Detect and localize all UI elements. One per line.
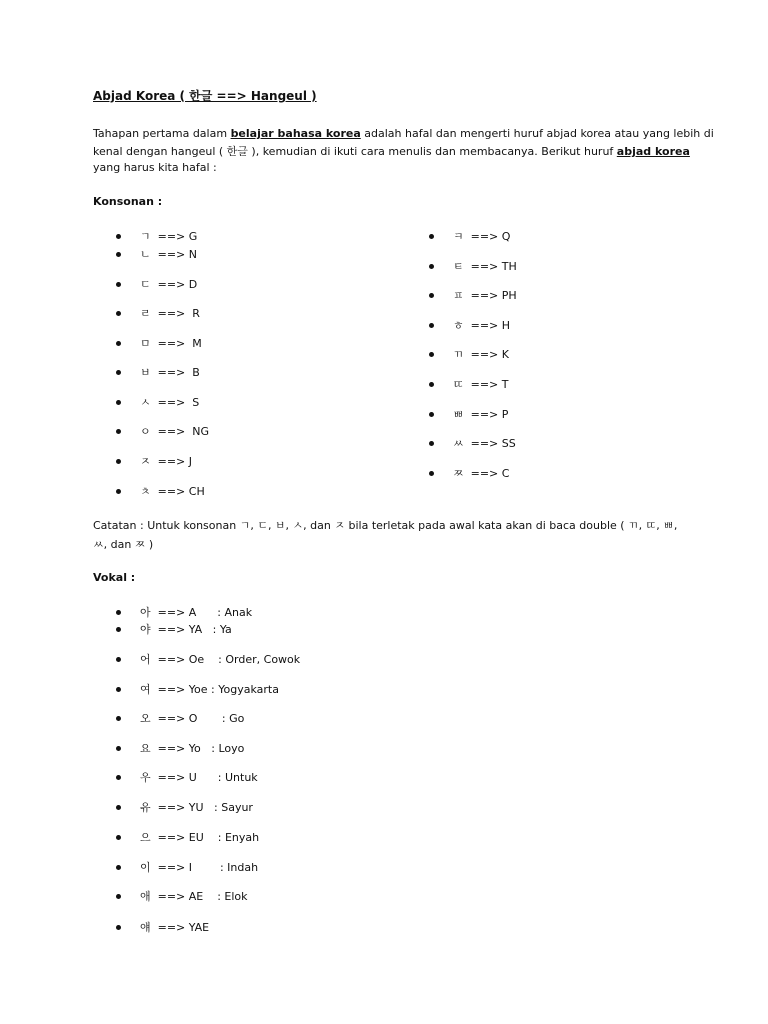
bullet-icon bbox=[116, 627, 121, 632]
konsonan-heading: Konsonan : bbox=[93, 195, 163, 208]
konsonan-item: ㅉ ==> C bbox=[453, 467, 510, 480]
bullet-icon bbox=[116, 716, 121, 721]
bullet-icon bbox=[116, 370, 121, 375]
bullet-icon bbox=[116, 311, 121, 316]
konsonan-item: ㅅ ==> S bbox=[140, 396, 200, 409]
vokal-item: 어 ==> Oe : Order, Cowok bbox=[140, 653, 301, 666]
belajar-bahasa-korea-link[interactable]: belajar bahasa korea bbox=[230, 127, 361, 140]
bullet-icon bbox=[429, 352, 434, 357]
bullet-icon bbox=[116, 865, 121, 870]
bullet-icon bbox=[116, 746, 121, 751]
intro-line-2 bbox=[93, 145, 690, 158]
bullet-icon bbox=[429, 441, 434, 446]
document-title: Abjad Korea ( 한글 ==> Hangeul ) bbox=[93, 89, 317, 103]
konsonan-item: ㅁ ==> M bbox=[140, 337, 202, 350]
bullet-icon bbox=[116, 234, 121, 239]
konsonan-item: ㄷ ==> D bbox=[140, 278, 198, 291]
abjad-korea-link[interactable]: abjad korea bbox=[616, 145, 690, 158]
bullet-icon bbox=[429, 471, 434, 476]
konsonan-item: ㄸ ==> T bbox=[453, 378, 509, 391]
vokal-item: 아 ==> A : Anak bbox=[140, 606, 253, 619]
konsonan-item: ㅍ ==> PH bbox=[453, 289, 517, 302]
bullet-icon bbox=[116, 489, 121, 494]
vokal-item: 여 ==> Yoe : Yogyakarta bbox=[140, 683, 279, 696]
vokal-heading: Vokal : bbox=[93, 571, 136, 584]
vokal-item: 얘 ==> YAE bbox=[140, 921, 210, 934]
vokal-item: 오 ==> O : Go bbox=[140, 712, 245, 725]
vokal-item: 으 ==> EU : Enyah bbox=[140, 831, 260, 844]
konsonan-item: ㅋ ==> Q bbox=[453, 230, 511, 243]
bullet-icon bbox=[116, 805, 121, 810]
bullet-icon bbox=[116, 252, 121, 257]
konsonan-item: ㅎ ==> H bbox=[453, 319, 511, 332]
vokal-item: 야 ==> YA : Ya bbox=[140, 623, 232, 636]
konsonan-item: ㄴ ==> N bbox=[140, 248, 197, 261]
bullet-icon bbox=[116, 775, 121, 780]
konsonan-item: ㅇ ==> NG bbox=[140, 425, 210, 438]
konsonan-item: ㅃ ==> P bbox=[453, 408, 509, 421]
bullet-icon bbox=[116, 341, 121, 346]
bullet-icon bbox=[429, 412, 434, 417]
bullet-icon bbox=[116, 282, 121, 287]
catatan-line-2: ㅆ, dan ㅉ ) bbox=[93, 538, 154, 551]
bullet-icon bbox=[116, 400, 121, 405]
bullet-icon bbox=[116, 610, 121, 615]
intro-line-3: yang harus kita hafal : bbox=[93, 161, 217, 174]
konsonan-item: ㅊ ==> CH bbox=[140, 485, 205, 498]
vokal-item: 유 ==> YU : Sayur bbox=[140, 801, 253, 814]
bullet-icon bbox=[116, 657, 121, 662]
vokal-item: 우 ==> U : Untuk bbox=[140, 771, 258, 784]
bullet-icon bbox=[116, 925, 121, 930]
bullet-icon bbox=[429, 323, 434, 328]
catatan-line-1: Catatan : Untuk konsonan ㄱ, ㄷ, ㅂ, ㅅ, dan ㅈ bila terletak pada awal kata akan di baca double ( ㄲ, ㄸ, ㅃ, bbox=[93, 519, 678, 532]
konsonan-item: ㄲ ==> K bbox=[453, 348, 509, 361]
bullet-icon bbox=[429, 264, 434, 269]
vokal-item: 애 ==> AE : Elok bbox=[140, 890, 248, 903]
vokal-item: 이 ==> I : Indah bbox=[140, 861, 259, 874]
konsonan-item: ㅂ ==> B bbox=[140, 366, 200, 379]
intro-line-1 bbox=[93, 127, 714, 140]
bullet-icon bbox=[429, 234, 434, 239]
konsonan-item: ㄱ ==> G bbox=[140, 230, 198, 243]
bullet-icon bbox=[116, 687, 121, 692]
bullet-icon bbox=[116, 835, 121, 840]
intro-text: adalah hafal dan mengerti huruf abjad korea atau yang lebih di bbox=[360, 127, 714, 140]
konsonan-item: ㄹ ==> R bbox=[140, 307, 200, 320]
konsonan-item: ㅈ ==> J bbox=[140, 455, 193, 468]
vokal-item: 요 ==> Yo : Loyo bbox=[140, 742, 245, 755]
konsonan-item: ㅌ ==> TH bbox=[453, 260, 517, 273]
bullet-icon bbox=[116, 894, 121, 899]
intro-text: kenal dengan hangeul ( 한글 ), kemudian di ikuti cara menulis dan membacanya. Berikut huruf bbox=[93, 145, 617, 158]
bullet-icon bbox=[429, 382, 434, 387]
bullet-icon bbox=[116, 459, 121, 464]
bullet-icon bbox=[429, 293, 434, 298]
konsonan-item: ㅆ ==> SS bbox=[453, 437, 516, 450]
bullet-icon bbox=[116, 429, 121, 434]
intro-text: Tahapan pertama dalam bbox=[93, 127, 231, 140]
